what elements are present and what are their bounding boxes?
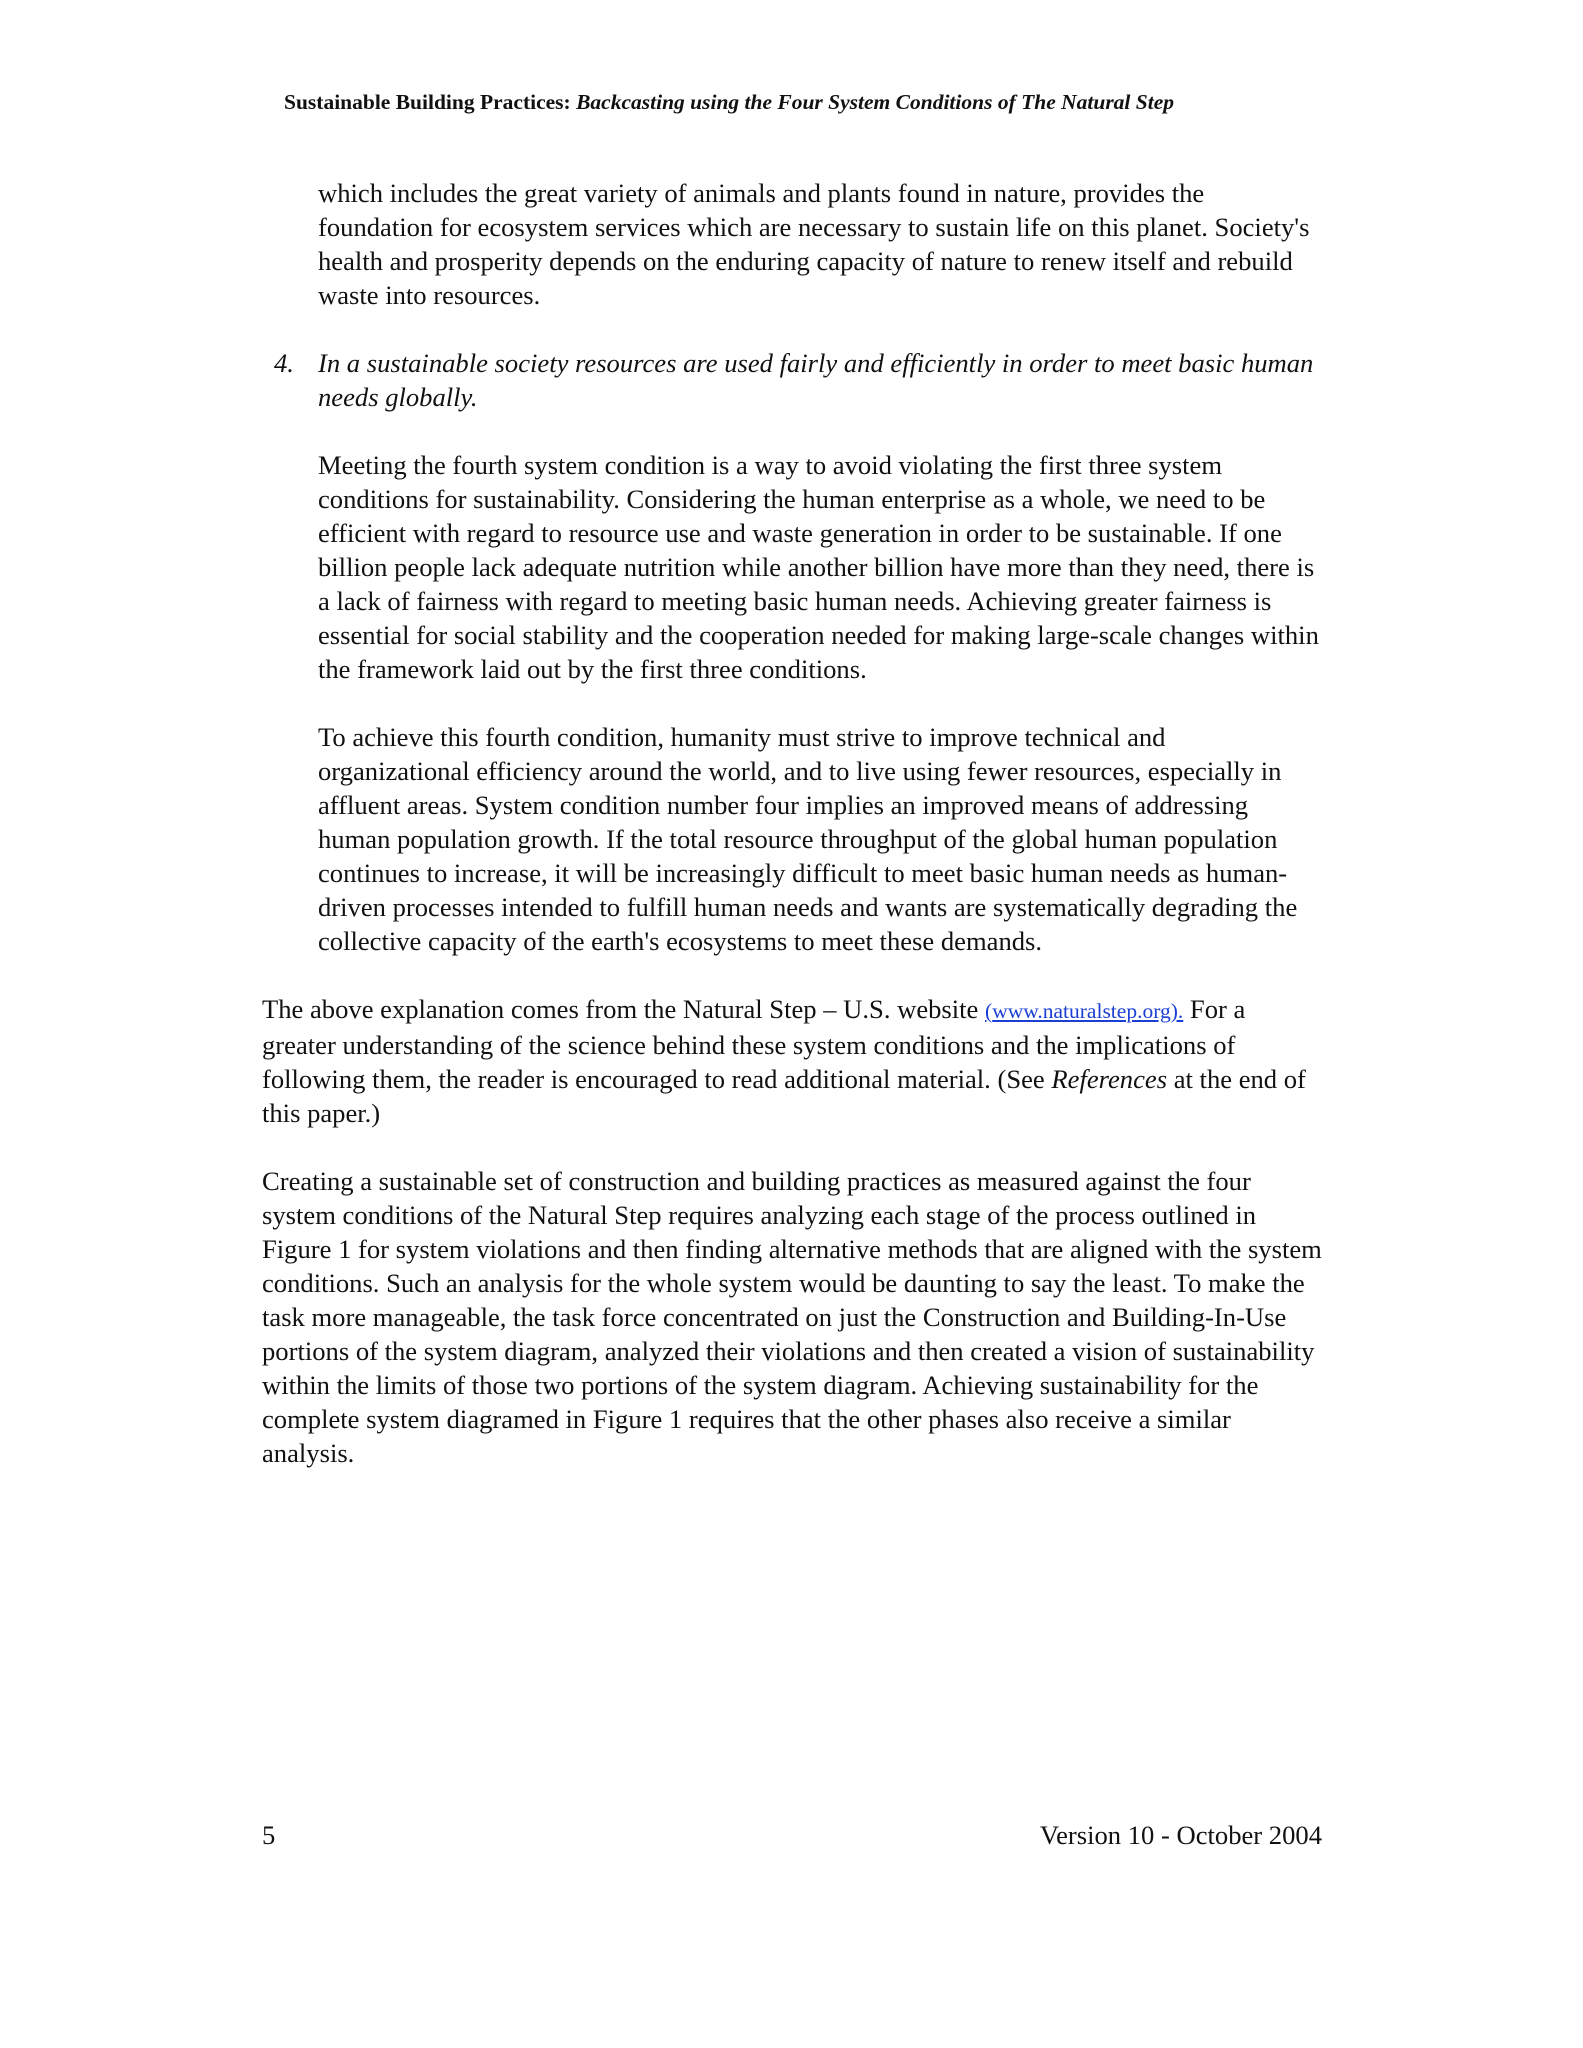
list-item-text: In a sustainable society resources are used fairly and efficiently in order to meet basic human needs globally. (318, 348, 1314, 412)
natural-step-link[interactable]: www.naturalstep.org (992, 999, 1171, 1023)
version-label: Version 10 - October 2004 (1039, 1820, 1322, 1850)
paragraph-biodiversity: which includes the great variety of animals and plants found in nature, provides the foundation for ecosystem services which are necessary to sustain life on this planet. Society's health and prosperity depends on the enduring capacity of nature to renew itself and rebuild waste into resources. (318, 178, 1310, 310)
source-text: The above explanation comes from the Natural Step – U.S. website (262, 994, 986, 1024)
header-subtitle: Backcasting using the Four System Conditions of The Natural Step (576, 90, 1175, 114)
paragraph-achieve-condition: To achieve this fourth condition, humanity must strive to improve technical and organizational efficiency around the world, and to live using fewer resources, especially in affluent areas. System condition number four implies an improved means of addressing human population growth. If the total resource throughput of the global human population continues to increase, it will be increasingly difficult to meet basic human needs as human-driven processes intended to fulfill human needs and wants are systematically degrading the collective capacity of the earth's ecosystems to meet these demands. (318, 722, 1298, 956)
link-paren-open: ( (985, 999, 993, 1023)
references-italic: References (1051, 1064, 1168, 1094)
body-text (262, 176, 1322, 1470)
source-text-end: at the end of this paper.) (262, 1064, 1306, 1128)
header-title: Sustainable Building Practices: (284, 90, 571, 114)
page-number: 5 (262, 1820, 276, 1850)
list-item-condition-4 (262, 346, 1322, 414)
link-paren-close: ). (1170, 999, 1184, 1023)
running-header (284, 88, 1314, 116)
source-text-continued: For a greater understanding of the science behind these system conditions and the implications of following them, the reader is encouraged to read additional material. (See (262, 994, 1246, 1094)
paragraph-source (262, 992, 1322, 1130)
list-number: 4. (274, 348, 294, 378)
paragraph-creating-practices: Creating a sustainable set of construction and building practices as measured against the four system conditions of the Natural Step requires analyzing each stage of the process outlined in Figure 1 for system violations and then finding alternative methods that are aligned with the system conditions. Such an analysis for the whole system would be daunting to say the least. To make the task more manageable, the task force concentrated on just the Construction and Building-In-Use portions of the system diagram, analyzed their violations and then created a vision of sustainability within the limits of those two portions of the system diagram. Achieving sustainability for the complete system diagramed in Figure 1 requires that the other phases also receive a similar analysis. (262, 1166, 1322, 1468)
paragraph-fourth-condition: Meeting the fourth system condition is a way to avoid violating the first three system conditions for sustainability. Considering the human enterprise as a whole, we need to be efficient with regard to resource use and waste generation in order to be sustainable. If one billion people lack adequate nutrition while another billion have more than they need, there is a lack of fairness with regard to meeting basic human needs. Achieving greater fairness is essential for social stability and the cooperation needed for making large-scale changes within the framework laid out by the first three conditions. (318, 450, 1319, 684)
